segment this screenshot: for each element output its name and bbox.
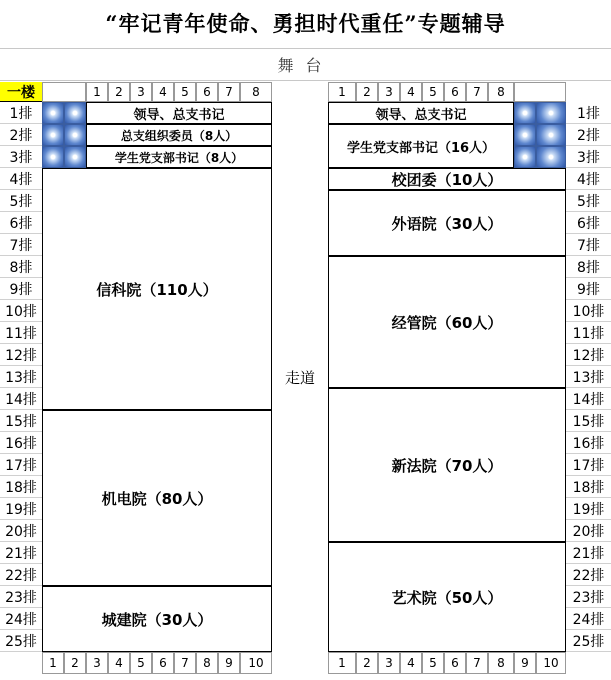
column-number-bottom-left: 4 — [108, 652, 130, 674]
column-number-bottom-left: 10 — [240, 652, 272, 674]
column-number-bottom-left: 2 — [64, 652, 86, 674]
row-label-left: 1排 — [0, 102, 42, 124]
row-label-right: 6排 — [566, 212, 611, 234]
row-label-right: 4排 — [566, 168, 611, 190]
column-header-blank — [514, 82, 566, 102]
row-label-left: 7排 — [0, 234, 42, 256]
column-number-top-left: 8 — [240, 82, 272, 102]
column-number-bottom-left: 6 — [152, 652, 174, 674]
row-label-left: 24排 — [0, 608, 42, 630]
row-label-right: 7排 — [566, 234, 611, 256]
aisle-label: 走道 — [284, 368, 315, 387]
row-label-left: 19排 — [0, 498, 42, 520]
column-number-top-left: 6 — [196, 82, 218, 102]
left-block-jidian: 机电院（80人） — [42, 410, 272, 586]
stage-label: 舞台 — [0, 48, 611, 81]
column-number-bottom-left: 5 — [130, 652, 152, 674]
row-label-left: 16排 — [0, 432, 42, 454]
row-label-right: 9排 — [566, 278, 611, 300]
row-label-right: 20排 — [566, 520, 611, 542]
column-number-bottom-right: 5 — [422, 652, 444, 674]
row-label-right: 24排 — [566, 608, 611, 630]
row-label-left: 20排 — [0, 520, 42, 542]
reserved-seat — [536, 124, 566, 146]
row-label-right: 12排 — [566, 344, 611, 366]
row-label-right: 17排 — [566, 454, 611, 476]
column-number-top-right: 4 — [400, 82, 422, 102]
column-number-top-right: 8 — [488, 82, 514, 102]
row-label-left: 3排 — [0, 146, 42, 168]
reserved-seat — [64, 102, 86, 124]
page-title: “牢记青年使命、勇担时代重任”专题辅导 — [105, 11, 506, 36]
left-leaders-row: 领导、总支书记 — [86, 102, 272, 124]
row-label-right: 1排 — [566, 102, 611, 124]
row-label-left: 12排 — [0, 344, 42, 366]
row-label-left: 8排 — [0, 256, 42, 278]
reserved-seat — [536, 146, 566, 168]
reserved-seat — [42, 146, 64, 168]
row-label-left: 14排 — [0, 388, 42, 410]
column-header-blank — [42, 82, 86, 102]
row-label-left: 5排 — [0, 190, 42, 212]
column-number-top-right: 5 — [422, 82, 444, 102]
right-leaders-row: 领导、总支书记 — [328, 102, 514, 124]
row-label-left: 23排 — [0, 586, 42, 608]
row-label-right: 2排 — [566, 124, 611, 146]
column-number-bottom-right: 2 — [356, 652, 378, 674]
row-label-right: 18排 — [566, 476, 611, 498]
row-label-left: 13排 — [0, 366, 42, 388]
row-label-right: 14排 — [566, 388, 611, 410]
reserved-seat — [64, 124, 86, 146]
row-label-right: 23排 — [566, 586, 611, 608]
row-label-right: 11排 — [566, 322, 611, 344]
right-secretaries-row: 学生党支部书记（16人） — [328, 124, 514, 168]
floor-label: 一楼 — [0, 82, 42, 102]
column-number-top-right: 1 — [328, 82, 356, 102]
row-label-left: 17排 — [0, 454, 42, 476]
row-label-right: 5排 — [566, 190, 611, 212]
row-label-left: 9排 — [0, 278, 42, 300]
right-block-waiyu: 外语院（30人） — [328, 190, 566, 256]
column-number-top-left: 1 — [86, 82, 108, 102]
reserved-seat — [42, 102, 64, 124]
column-number-top-right: 7 — [466, 82, 488, 102]
row-label-right: 8排 — [566, 256, 611, 278]
column-number-bottom-right: 1 — [328, 652, 356, 674]
row-label-left: 15排 — [0, 410, 42, 432]
reserved-seat — [514, 102, 536, 124]
column-number-bottom-right: 8 — [488, 652, 514, 674]
row-label-left: 22排 — [0, 564, 42, 586]
column-number-top-left: 5 — [174, 82, 196, 102]
column-number-bottom-right: 7 — [466, 652, 488, 674]
row-label-left: 18排 — [0, 476, 42, 498]
row-label-right: 16排 — [566, 432, 611, 454]
reserved-seat — [514, 124, 536, 146]
row-label-left: 11排 — [0, 322, 42, 344]
row-label-left: 2排 — [0, 124, 42, 146]
row-label-right: 22排 — [566, 564, 611, 586]
column-number-top-left: 3 — [130, 82, 152, 102]
column-number-top-right: 2 — [356, 82, 378, 102]
column-number-top-left: 2 — [108, 82, 130, 102]
reserved-seat — [64, 146, 86, 168]
reserved-seat — [536, 102, 566, 124]
row-label-right: 3排 — [566, 146, 611, 168]
column-number-top-left: 4 — [152, 82, 174, 102]
row-label-right: 21排 — [566, 542, 611, 564]
column-number-bottom-right: 4 — [400, 652, 422, 674]
row-label-right: 13排 — [566, 366, 611, 388]
right-block-tuanwei: 校团委（10人） — [328, 168, 566, 190]
column-number-bottom-right: 9 — [514, 652, 536, 674]
column-number-bottom-right: 6 — [444, 652, 466, 674]
row-label-left: 10排 — [0, 300, 42, 322]
column-number-bottom-left: 8 — [196, 652, 218, 674]
row-label-left: 4排 — [0, 168, 42, 190]
right-block-xinfa: 新法院（70人） — [328, 388, 566, 542]
column-number-top-right: 3 — [378, 82, 400, 102]
row-label-left: 21排 — [0, 542, 42, 564]
right-block-yishu: 艺术院（50人） — [328, 542, 566, 652]
row-label-right: 19排 — [566, 498, 611, 520]
column-number-bottom-left: 9 — [218, 652, 240, 674]
column-number-bottom-left: 7 — [174, 652, 196, 674]
column-number-bottom-left: 3 — [86, 652, 108, 674]
row-label-right: 15排 — [566, 410, 611, 432]
column-number-bottom-right: 10 — [536, 652, 566, 674]
row-label-left: 6排 — [0, 212, 42, 234]
row-label-left: 25排 — [0, 630, 42, 652]
column-number-top-right: 6 — [444, 82, 466, 102]
column-number-bottom-right: 3 — [378, 652, 400, 674]
right-block-jingguan: 经管院（60人） — [328, 256, 566, 388]
reserved-seat — [42, 124, 64, 146]
reserved-seat — [514, 146, 536, 168]
left-block-xinke: 信科院（110人） — [42, 168, 272, 410]
left-secretaries-row: 学生党支部书记（8人） — [86, 146, 272, 168]
column-number-top-left: 7 — [218, 82, 240, 102]
left-committee-row: 总支组织委员（8人） — [86, 124, 272, 146]
row-label-right: 25排 — [566, 630, 611, 652]
row-label-right: 10排 — [566, 300, 611, 322]
left-block-chengjian: 城建院（30人） — [42, 586, 272, 652]
column-number-bottom-left: 1 — [42, 652, 64, 674]
